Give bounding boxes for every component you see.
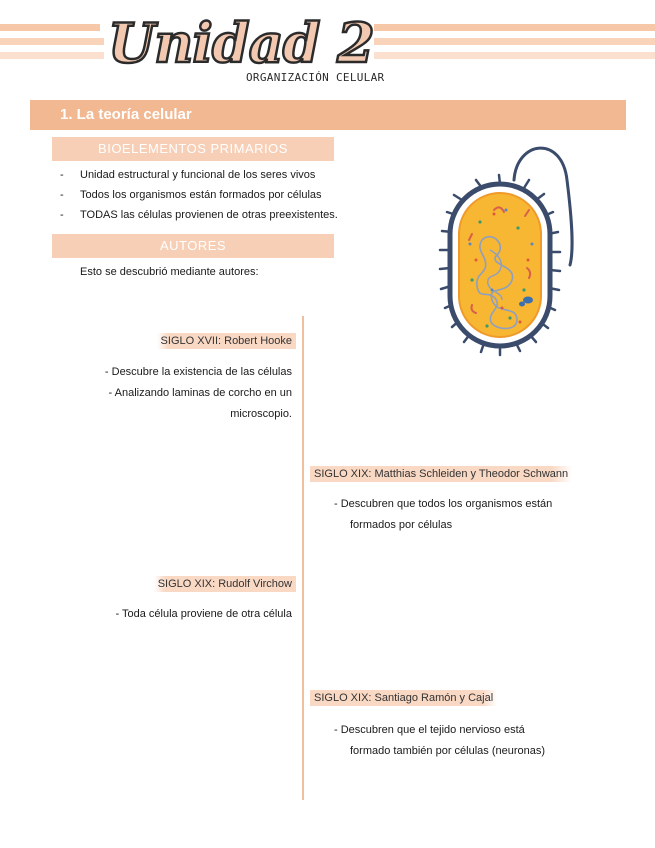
timeline-line: - Descubren que todos los organismos están	[334, 498, 553, 510]
timeline-line: - Descubren que el tejido nervioso está	[334, 724, 525, 736]
section-heading-bar	[30, 100, 626, 130]
page-subtitle: ORGANIZACIÓN CELULAR	[246, 71, 385, 84]
timeline-heading-ramon-y-cajal: SIGLO XIX: Santiago Ramón y Cajal	[310, 690, 497, 706]
header-stripe-left-1	[0, 24, 100, 31]
timeline-line: formado también por células (neuronas)	[350, 745, 546, 757]
timeline-line: - Descubre la existencia de las células	[104, 366, 292, 378]
list-item: - TODAS las células provienen de otras preexistentes.	[60, 205, 338, 225]
list-item: - Todos los organismos están formados por células	[60, 185, 338, 205]
timeline-heading-hooke: SIGLO XVII: Robert Hooke	[157, 333, 296, 349]
timeline-line: - Toda célula proviene de otra célula	[115, 608, 292, 620]
timeline-heading-virchow: SIGLO XIX: Rudolf Virchow	[154, 576, 296, 592]
timeline-text-virchow	[52, 604, 292, 625]
header-stripe-right-1	[374, 24, 655, 31]
timeline-heading-schleiden-schwann: SIGLO XIX: Matthias Schleiden y Theodor Schwann	[310, 466, 572, 482]
timeline-line: - Analizando laminas de corcho en un	[108, 387, 292, 399]
header-stripe-right-3	[374, 52, 655, 59]
header-stripe-right-2	[374, 38, 655, 45]
bioelementos-heading: BIOELEMENTOS PRIMARIOS	[52, 137, 334, 161]
timeline-line: formados por células	[350, 519, 453, 531]
timeline-axis	[302, 316, 304, 800]
autores-heading: AUTORES	[52, 234, 334, 258]
header-stripe-left-3	[0, 52, 104, 59]
section-heading: 1. La teoría celular	[60, 106, 192, 123]
bacterium-illustration-icon	[432, 140, 582, 360]
header-stripe-left-2	[0, 38, 104, 45]
timeline-text-hooke	[52, 362, 292, 425]
bioelementos-list	[60, 165, 338, 225]
timeline-text-ramon-y-cajal	[334, 720, 574, 762]
autores-intro: Esto se descubrió mediante autores:	[80, 266, 259, 278]
timeline-text-schleiden-schwann	[334, 494, 574, 536]
list-item: - Unidad estructural y funcional de los seres vivos	[60, 165, 338, 185]
page-title: Unidad 2	[108, 11, 374, 75]
timeline-line: microscopio.	[230, 408, 292, 420]
